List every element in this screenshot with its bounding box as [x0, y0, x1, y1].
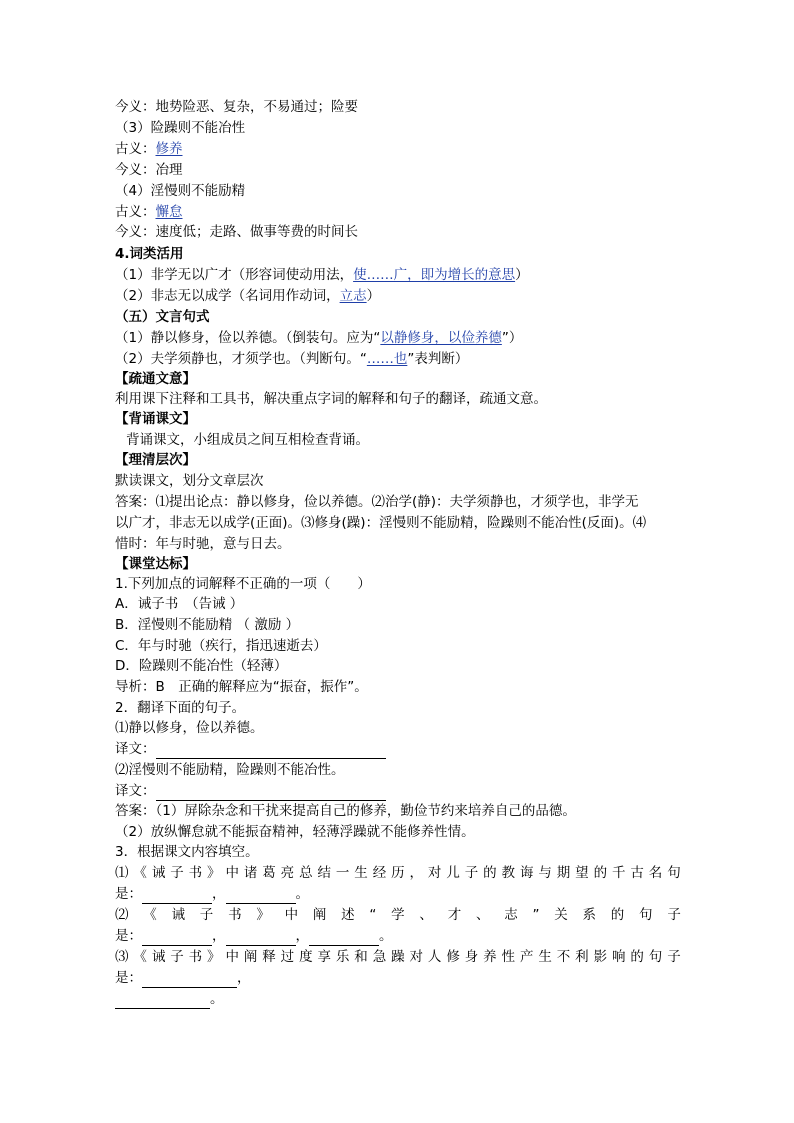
question-text: 2．翻译下面的句子。	[115, 700, 246, 716]
char: 阐	[243, 949, 258, 965]
label: （1）静以修身，俭以养德。（倒装句。应为“	[115, 330, 381, 346]
answer-text: （2）放纵懈怠就不能振奋精神，轻薄浮躁就不能修养性情。	[115, 824, 475, 840]
char: ⑶	[115, 949, 129, 965]
char: 乐	[335, 949, 350, 965]
char: 》	[207, 865, 221, 881]
text-line: 利用课下注释和工具书，解决重点字词的解释和句子的翻译，疏通文意。	[115, 391, 547, 407]
label: 古义：	[115, 204, 156, 220]
fill-line	[115, 884, 685, 904]
label: 。	[295, 886, 309, 902]
char: ”	[532, 907, 540, 923]
char: 总	[299, 865, 313, 881]
char: 志	[504, 907, 518, 923]
text-line: 惜时：年与时驰，意与日去。	[115, 536, 291, 552]
question-text: 3．根据课文内容填空。	[115, 844, 259, 860]
char: 人	[427, 949, 442, 965]
char: 古	[630, 865, 644, 881]
label: ）	[515, 267, 529, 283]
char: 度	[299, 949, 313, 965]
option-b: B．淫慢则不能励精 （ 激励 ）	[115, 617, 300, 633]
char: 教	[501, 865, 516, 881]
answer-blank[interactable]	[142, 930, 212, 946]
char: 句	[648, 949, 663, 965]
text-line: 今义：速度低；走路、做事等费的时间长	[115, 224, 358, 240]
answer-blank[interactable]	[156, 785, 386, 801]
char: 期	[556, 865, 571, 881]
answer-analysis: 导析：B 正确的解释应为“振奋，振作”。	[115, 679, 368, 695]
char: 葛	[262, 865, 276, 881]
char: 影	[593, 949, 608, 965]
translation-line	[115, 739, 685, 759]
char: 亮	[280, 865, 295, 881]
text-line	[115, 349, 685, 369]
answer-blank[interactable]	[142, 888, 212, 904]
char: “	[369, 907, 377, 923]
text-line	[115, 265, 685, 285]
label: ”）	[501, 330, 523, 346]
justified-line	[115, 905, 681, 925]
char: 历	[391, 865, 405, 881]
text-line: （4）淫慢则不能励精	[115, 183, 246, 199]
section-heading: 【课堂达标】	[115, 556, 196, 572]
char: 诫	[151, 949, 166, 965]
char: 儿	[446, 865, 460, 881]
label: 译文：	[115, 783, 156, 799]
char: 述	[341, 907, 355, 923]
answer-blank[interactable]	[226, 888, 296, 904]
question-text: 1.下列加点的词解释不正确的一项（ ）	[115, 576, 371, 592]
char: 系	[582, 907, 597, 923]
fill-line	[115, 926, 685, 946]
char: 产	[519, 949, 534, 965]
option-c: C．年与时驰（疾行，指迅速逝去）	[115, 638, 327, 654]
label: 译文：	[115, 741, 156, 757]
char: 诫	[171, 907, 186, 923]
section-heading: 【理清层次】	[115, 452, 196, 468]
text-line: 以广才，非志无以成学(正面)。⑶修身(躁)：淫慢则不能励精，险躁则不能冶性(反面)。⑷	[115, 515, 647, 531]
char: 千	[611, 865, 626, 881]
char: 中	[284, 907, 299, 923]
label: 。	[210, 991, 224, 1007]
underlined-term: 懈怠	[155, 204, 183, 220]
label: ”表判断）	[407, 351, 469, 367]
char: 的	[483, 865, 497, 881]
char: 身	[464, 949, 479, 965]
fill-line	[115, 968, 685, 988]
char: 的	[630, 949, 644, 965]
char: 生	[354, 865, 368, 881]
char: 关	[554, 907, 568, 923]
label: ，	[212, 928, 226, 944]
char: 性	[501, 949, 516, 965]
char: 诫	[151, 865, 166, 881]
question-text: ⑴静以修身，俭以养德。	[115, 720, 264, 736]
char: 和	[354, 949, 368, 965]
char: 对	[409, 949, 423, 965]
char: 的	[593, 865, 608, 881]
question-text: ⑵淫慢则不能励精，险躁则不能冶性。	[115, 762, 345, 778]
char: 利	[575, 949, 589, 965]
underlined-term: 以静修身，以俭养德	[380, 330, 502, 346]
char: 书	[188, 865, 203, 881]
fill-line	[115, 989, 685, 1009]
label: （1）非学无以广才（形容词使动用法，	[115, 267, 354, 283]
char: 不	[556, 949, 571, 965]
char: 子	[464, 865, 479, 881]
section-heading: 【背诵课文】	[115, 411, 196, 427]
section-heading: 【疏通文意】	[115, 371, 196, 387]
char: 阐	[312, 907, 327, 923]
char: 《	[133, 949, 147, 965]
underlined-term: ……也	[366, 351, 408, 367]
answer-blank[interactable]	[226, 930, 296, 946]
char: 句	[639, 907, 653, 923]
text-line: 答案：⑴提出论点：静以修身，俭以养德。⑵治学(静)：夫学须静也，才须学也，非学无	[115, 494, 639, 510]
char: 《	[133, 865, 147, 881]
char: 诲	[519, 865, 534, 881]
text-line	[115, 328, 685, 348]
text-line	[115, 286, 685, 306]
char: 望	[575, 865, 589, 881]
char: 诸	[243, 865, 258, 881]
justified-line	[115, 947, 681, 967]
char: 生	[538, 949, 552, 965]
option-a: A．诫子书 （告诫 ）	[115, 596, 244, 612]
label: （2）非志无以成学（名词用作动词，	[115, 288, 340, 304]
char: 句	[667, 865, 681, 881]
translation-line	[115, 781, 685, 801]
char: 》	[207, 949, 221, 965]
char: 对	[427, 865, 442, 881]
answer-blank[interactable]	[115, 993, 210, 1009]
fill-question	[115, 863, 685, 883]
char: 过	[280, 949, 295, 965]
label: ，	[212, 886, 226, 902]
text-line: 背诵课文，小组成员之间互相检查背诵。	[126, 432, 369, 448]
answer-blank[interactable]	[142, 972, 237, 988]
text-line	[115, 139, 685, 159]
label: 古义：	[115, 141, 156, 157]
char: 释	[262, 949, 276, 965]
char: 中	[225, 949, 239, 965]
char: 子	[170, 865, 184, 881]
char: 《	[143, 907, 157, 923]
label: （2）夫学须静也，才须学也。（判断句。“	[115, 351, 367, 367]
char: ⑵	[115, 907, 129, 923]
char: 响	[611, 949, 626, 965]
char: 书	[188, 949, 203, 965]
char: 养	[483, 949, 497, 965]
char: 的	[610, 907, 625, 923]
underlined-term: 使……广，即为增长的意思	[353, 267, 516, 283]
answer-text: 答案：（1）屏除杂念和干扰来提高自己的修养，勤俭节约来培养自己的品德。	[115, 803, 576, 819]
text-line: 默读课文，划分文章层次	[115, 473, 264, 489]
section-heading: （五）文言句式	[115, 309, 210, 325]
char: 与	[538, 865, 552, 881]
char: 享	[317, 949, 331, 965]
char: 学	[391, 907, 405, 923]
text-line: 今义：地势险恶、复杂，不易通过；险要	[115, 99, 358, 115]
char: 急	[372, 949, 387, 965]
char: 修	[446, 949, 460, 965]
char: 中	[225, 865, 239, 881]
char: 、	[475, 907, 490, 923]
char: 、	[419, 907, 433, 923]
char: 子	[199, 907, 214, 923]
underlined-term: 修养	[155, 141, 183, 157]
label: 是：	[115, 928, 142, 944]
answer-blank[interactable]	[156, 743, 386, 759]
text-line	[115, 202, 685, 222]
label: ，	[237, 970, 251, 986]
text-line: （3）险躁则不能冶性	[115, 120, 246, 136]
char: 》	[256, 907, 270, 923]
label: ，	[295, 928, 309, 944]
char: 经	[372, 865, 387, 881]
char: 子	[667, 907, 681, 923]
fill-question	[115, 947, 685, 967]
char: 子	[170, 949, 184, 965]
label: 是：	[115, 886, 142, 902]
char: ⑴	[115, 865, 129, 881]
char: 书	[228, 907, 242, 923]
label: ）	[366, 288, 381, 304]
underlined-term: 立志	[339, 288, 367, 304]
char: 一	[335, 865, 350, 881]
char: 躁	[391, 949, 405, 965]
section-heading: 4.词类活用	[115, 246, 184, 262]
char: 子	[667, 949, 681, 965]
justified-line	[115, 863, 681, 883]
char: 才	[447, 907, 462, 923]
char: 结	[317, 865, 331, 881]
option-d: D．险躁则不能冶性（轻薄）	[115, 658, 288, 674]
label: 。	[379, 928, 393, 944]
text-line: 今义：冶理	[115, 162, 183, 178]
char: 名	[648, 865, 663, 881]
char: ，	[409, 865, 423, 881]
label: 是：	[115, 970, 142, 986]
answer-blank[interactable]	[309, 930, 379, 946]
fill-question	[115, 905, 685, 925]
